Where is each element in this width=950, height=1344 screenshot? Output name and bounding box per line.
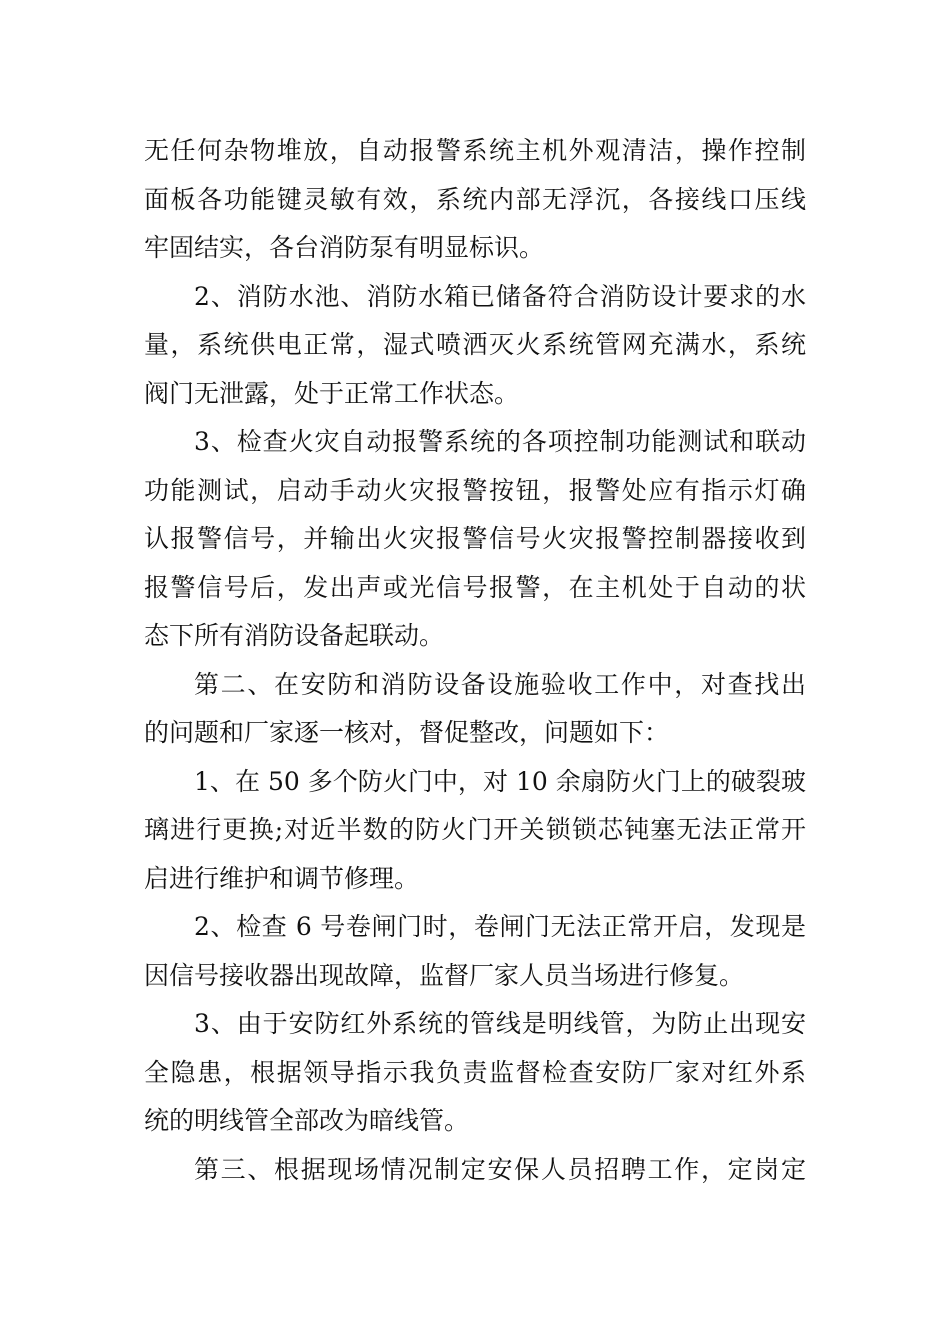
text-line: 报警信号后，发出声或光信号报警，在主机处于自动的状 xyxy=(144,572,806,602)
text-line: 认报警信号，并输出火灾报警信号火灾报警控制器接收到 xyxy=(144,524,806,553)
text-line: 态下所有消防设备起联动。 xyxy=(144,621,445,650)
text-line: 牢固结实，各台消防泵有明显标识。 xyxy=(144,233,545,262)
text-line: 量，系统供电正常，湿式喷洒灭火系统管网充满水，系统 xyxy=(144,330,806,359)
text-line: 1、在 50 多个防火门中，对 10 余扇防火门上的破裂玻 xyxy=(194,766,806,796)
text-line: 第二、在安防和消防设备设施验收工作中，对查找出 xyxy=(194,669,806,699)
text-line: 的问题和厂家逐一核对，督促整改，问题如下： xyxy=(144,718,670,747)
text-line: 2、检查 6 号卷闸门时，卷闸门无法正常开启，发现是 xyxy=(194,912,806,941)
document-body xyxy=(144,127,806,1194)
text-line: 因信号接收器出现故障，监督厂家人员当场进行修复。 xyxy=(144,960,745,990)
text-line: 全隐患，根据领导指示我负责监督检查安防厂家对红外系 xyxy=(144,1057,806,1087)
text-line: 无任何杂物堆放，自动报警系统主机外观清洁，操作控制 xyxy=(144,136,806,165)
text-line: 2、消防水池、消防水箱已储备符合消防设计要求的水 xyxy=(194,281,806,311)
text-line: 面板各功能键灵敏有效，系统内部无浮沉，各接线口压线 xyxy=(144,184,806,214)
text-line: 3、由于安防红外系统的管线是明线管，为防止出现安 xyxy=(194,1009,806,1038)
text-line: 功能测试，启动手动火灾报警按钮，报警处应有指示灯确 xyxy=(144,475,806,505)
text-line: 璃进行更换;对近半数的防火门开关锁锁芯钝塞无法正常开 xyxy=(144,815,806,844)
text-line: 3、检查火灾自动报警系统的各项控制功能测试和联动 xyxy=(194,427,806,456)
text-line: 统的明线管全部改为暗线管。 xyxy=(144,1106,470,1135)
text-line: 阀门无泄露，处于正常工作状态。 xyxy=(144,378,520,408)
text-line: 第三、根据现场情况制定安保人员招聘工作，定岗定 xyxy=(194,1154,806,1184)
text-line: 启进行维护和调节修理。 xyxy=(144,863,420,893)
